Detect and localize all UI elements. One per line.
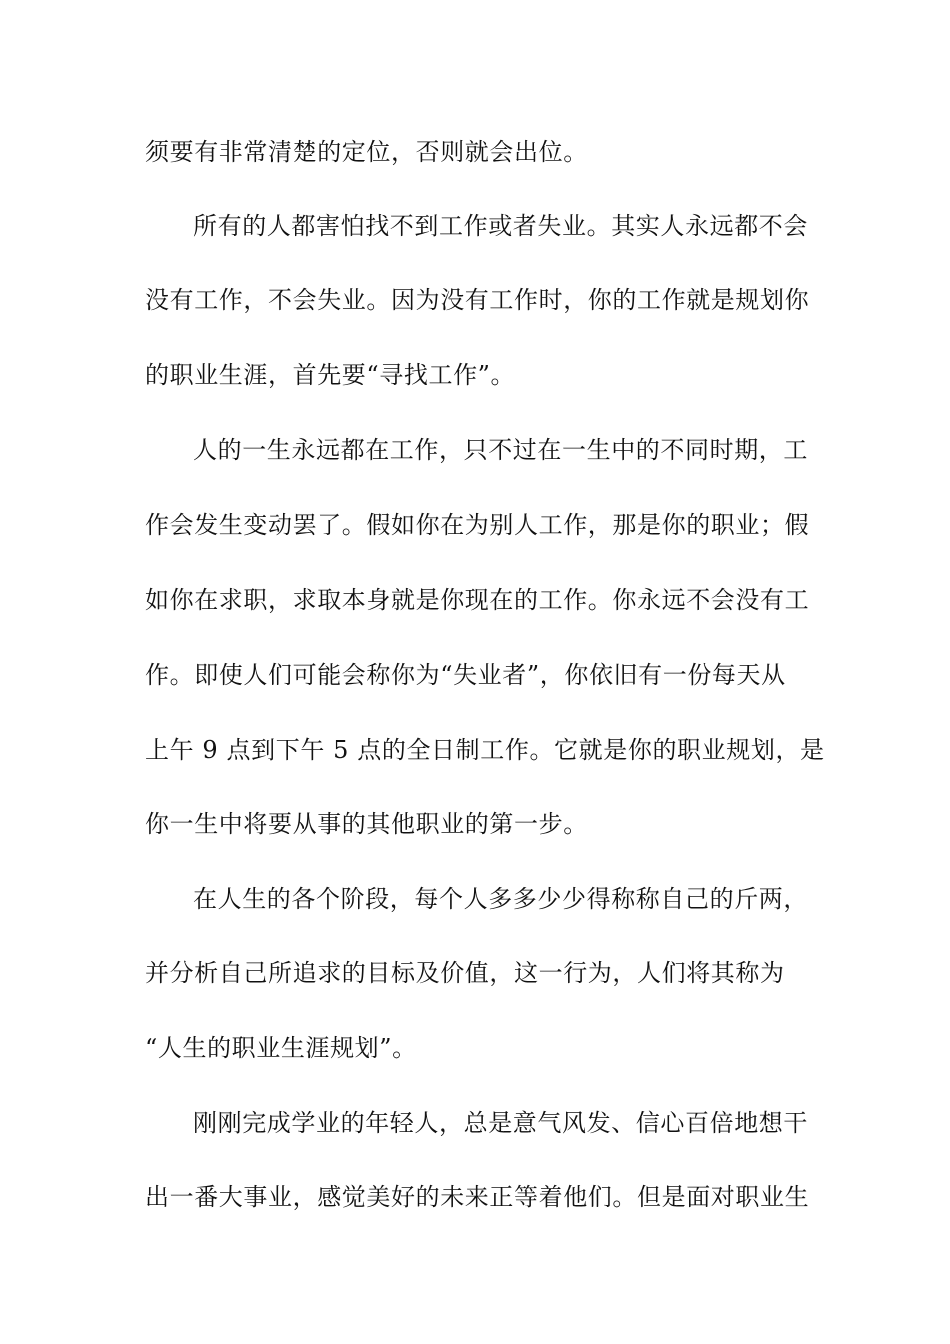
paragraph-first-line: 人的一生永远都在工作，只不过在一生中的不同时期，工: [193, 436, 808, 464]
text-line: 并分析自己所追求的目标及价值，这一行为，人们将其称为: [145, 959, 785, 987]
text-line: 出一番大事业，感觉美好的未来正等着他们。但是面对职业生: [145, 1183, 810, 1211]
text-line: 作。即使人们可能会称你为“失业者”，你依旧有一份每天从: [145, 661, 786, 689]
text-line: 上午 9 点到下午 5 点的全日制工作。它就是你的职业规划，是: [145, 736, 825, 764]
paragraph-first-line: 在人生的各个阶段，每个人多多少少得称称自己的斤两，: [193, 885, 808, 913]
text-line: 如你在求职，求取本身就是你现在的工作。你永远不会没有工: [145, 586, 810, 614]
text-line: “人生的职业生涯规划”。: [145, 1034, 417, 1062]
text-line: 的职业生涯，首先要“寻找工作”。: [145, 361, 516, 389]
paragraph-first-line: 所有的人都害怕找不到工作或者失业。其实人永远都不会: [193, 212, 808, 240]
paragraph-first-line: 刚刚完成学业的年轻人，总是意气风发、信心百倍地想干: [193, 1109, 808, 1137]
text-line: 你一生中将要从事的其他职业的第一步。: [145, 810, 588, 838]
text-line: 须要有非常清楚的定位，否则就会出位。: [145, 138, 588, 166]
text-line: 作会发生变动罢了。假如你在为别人工作，那是你的职业；假: [145, 511, 810, 539]
text-line: 没有工作，不会失业。因为没有工作时，你的工作就是规划你: [145, 286, 810, 314]
